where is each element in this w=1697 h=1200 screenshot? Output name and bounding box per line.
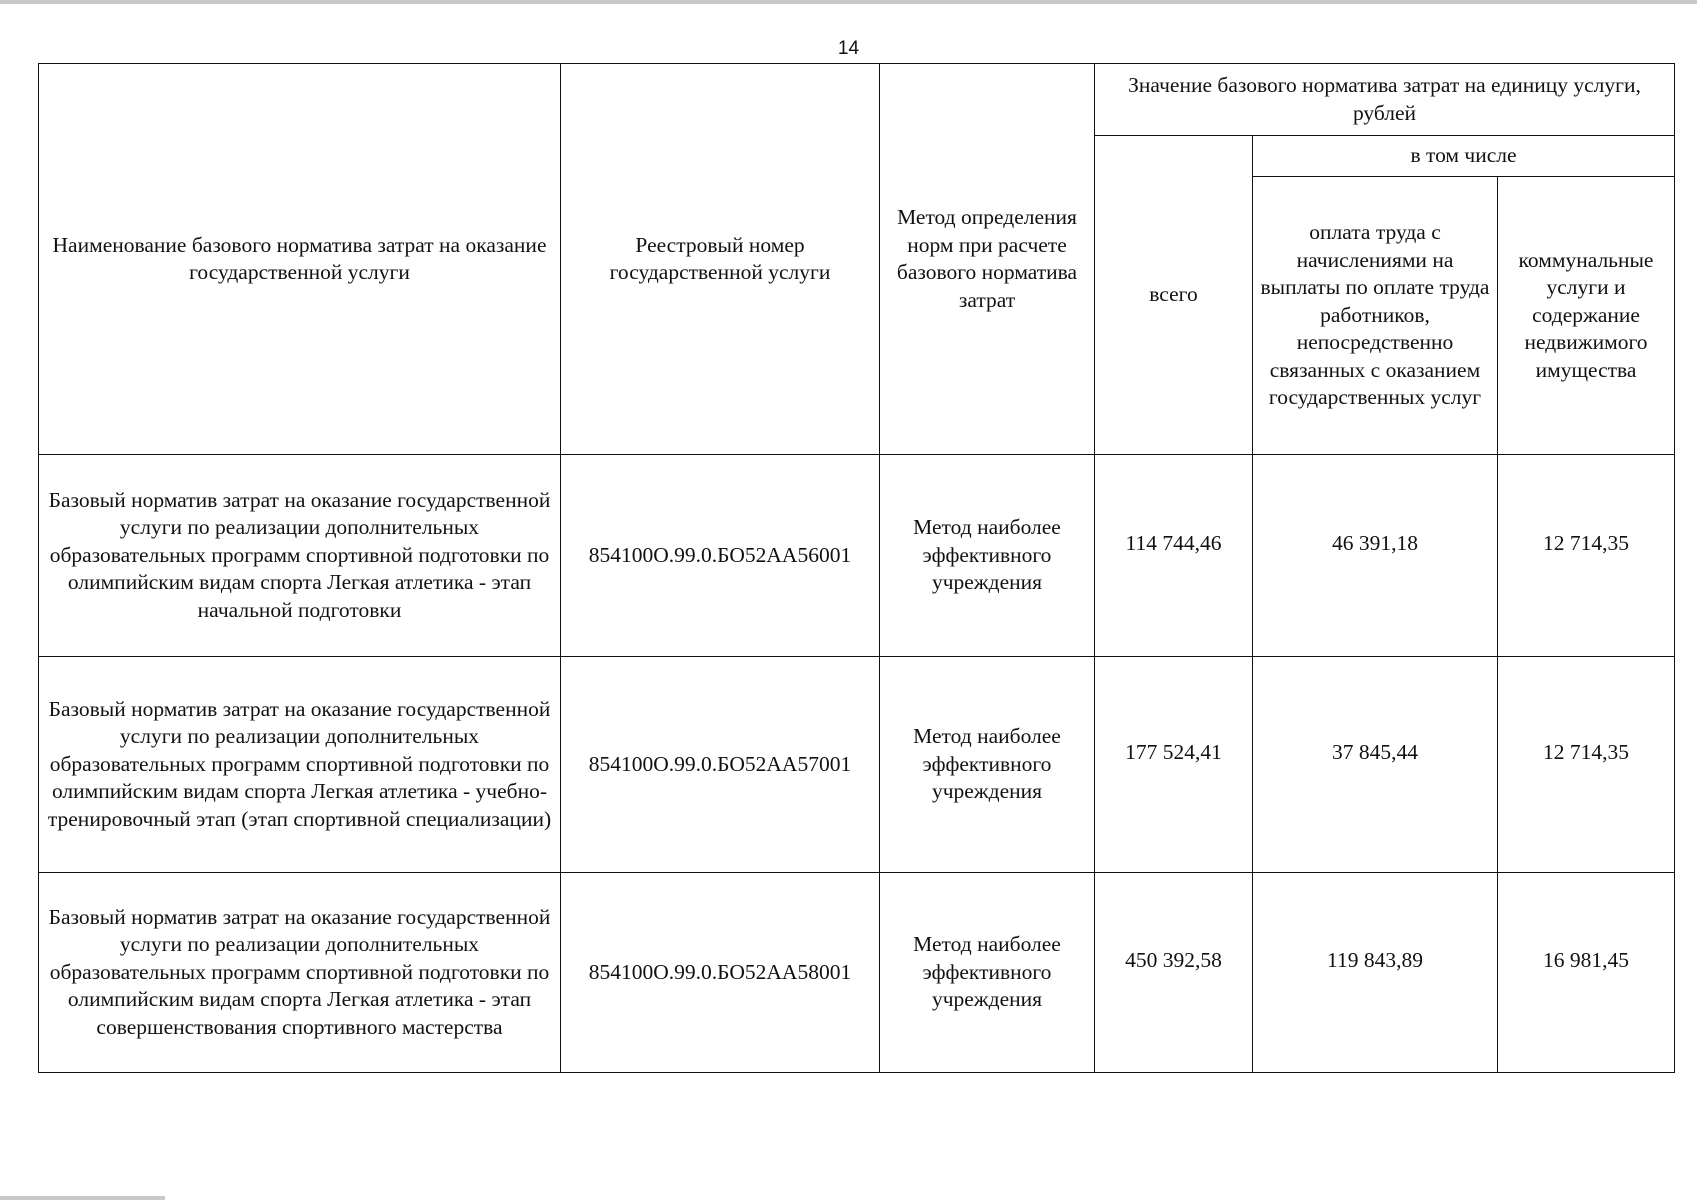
header-registry-number: Реестровый номер государственной услуги xyxy=(561,64,880,455)
table-row xyxy=(39,455,1675,657)
row-utilities xyxy=(1498,657,1675,873)
row-method: Метод наиболее эффективного учреждения xyxy=(880,455,1095,657)
table-row xyxy=(39,657,1675,873)
row-labor-value: 119 843,89 xyxy=(1327,947,1423,972)
row-registry-number: 854100О.99.0.БО52АА56001 xyxy=(561,455,880,657)
header-total: всего xyxy=(1095,136,1253,455)
row-name: Базовый норматив затрат на оказание государственной услуги по реализации дополнительных образовательных программ спортивной подготовки по олимпийским видам спорта Легкая атлетика - этап начальной подготовки xyxy=(39,455,561,657)
row-utilities xyxy=(1498,455,1675,657)
row-total xyxy=(1095,873,1253,1073)
page-number: 14 xyxy=(837,38,860,59)
row-labor xyxy=(1253,455,1498,657)
scan-top-edge xyxy=(0,0,1697,4)
header-utilities: коммунальные услуги и содержание недвижимого имущества xyxy=(1498,177,1675,455)
row-labor xyxy=(1253,657,1498,873)
row-utilities-value: 12 714,35 xyxy=(1543,739,1629,764)
header-row-main xyxy=(39,64,1675,136)
scan-bottom-edge xyxy=(0,1196,165,1200)
row-registry-number: 854100О.99.0.БО52АА57001 xyxy=(561,657,880,873)
row-utilities-value: 16 981,45 xyxy=(1543,947,1629,972)
table-row xyxy=(39,873,1675,1073)
header-including: в том числе xyxy=(1253,136,1675,177)
row-method: Метод наиболее эффективного учреждения xyxy=(880,657,1095,873)
row-name: Базовый норматив затрат на оказание государственной услуги по реализации дополнительных образовательных программ спортивной подготовки по олимпийским видам спорта Легкая атлетика - этап совершенствования спортивного мастерства xyxy=(39,873,561,1073)
row-labor-value: 37 845,44 xyxy=(1332,739,1418,764)
header-name: Наименование базового норматива затрат на оказание государственной услуги xyxy=(39,64,561,455)
row-method: Метод наиболее эффективного учреждения xyxy=(880,873,1095,1073)
row-total xyxy=(1095,455,1253,657)
header-labor: оплата труда с начислениями на выплаты по оплате труда работников, непосредственно связанных с оказанием государственных услуг xyxy=(1253,177,1498,455)
cost-norm-table xyxy=(38,63,1675,1073)
header-method: Метод определения норм при расчете базового норматива затрат xyxy=(880,64,1095,455)
row-name: Базовый норматив затрат на оказание государственной услуги по реализации дополнительных образовательных программ спортивной подготовки по олимпийским видам спорта Легкая атлетика - учебно-тренировочный этап (этап спортивной специализации) xyxy=(39,657,561,873)
row-utilities-value: 12 714,35 xyxy=(1543,530,1629,555)
row-total xyxy=(1095,657,1253,873)
row-utilities xyxy=(1498,873,1675,1073)
row-labor-value: 46 391,18 xyxy=(1332,530,1418,555)
row-total-value: 450 392,58 xyxy=(1125,947,1222,972)
row-registry-number: 854100О.99.0.БО52АА58001 xyxy=(561,873,880,1073)
row-total-value: 177 524,41 xyxy=(1125,739,1222,764)
row-labor xyxy=(1253,873,1498,1073)
row-total-value: 114 744,46 xyxy=(1125,530,1222,555)
header-value-group: Значение базового норматива затрат на единицу услуги, рублей xyxy=(1095,64,1675,136)
